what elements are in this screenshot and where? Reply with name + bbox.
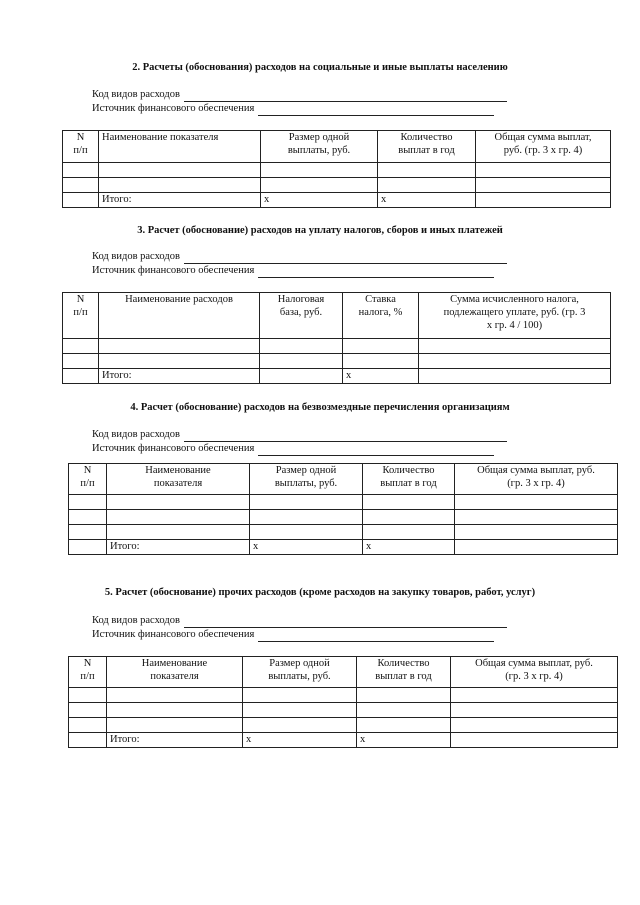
x-mark: x bbox=[363, 540, 455, 555]
source-input-line[interactable] bbox=[258, 266, 494, 278]
kod-input-line[interactable] bbox=[184, 616, 507, 628]
section-5-meta bbox=[92, 614, 507, 642]
x-mark: x bbox=[261, 193, 378, 208]
header-cell: Ставка налога, % bbox=[343, 293, 419, 339]
header-cell: Общая сумма выплат, руб. (гр. 3 x гр. 4) bbox=[476, 131, 611, 163]
header-cell: N п/п bbox=[63, 293, 99, 339]
source-label: Источник финансового обеспечения bbox=[92, 629, 255, 640]
source-label: Источник финансового обеспечения bbox=[92, 265, 255, 276]
header-cell: Размер одной выплаты, руб. bbox=[243, 657, 357, 688]
section-5-title: 5. Расчет (обоснование) прочих расходов (кроме расходов на закупку товаров, работ, услуг) bbox=[104, 587, 536, 598]
total-row bbox=[69, 733, 618, 748]
x-mark: x bbox=[357, 733, 451, 748]
kod-label: Код видов расходов bbox=[92, 251, 180, 262]
header-cell: N п/п bbox=[63, 131, 99, 163]
section-3-meta bbox=[92, 250, 507, 278]
table-row[interactable] bbox=[69, 718, 618, 733]
itogo-label: Итого: bbox=[99, 369, 260, 384]
header-cell: Размер одной выплаты, руб. bbox=[250, 464, 363, 495]
source-label: Источник финансового обеспечения bbox=[92, 103, 255, 114]
kod-label: Код видов расходов bbox=[92, 429, 180, 440]
header-cell: Наименование показателя bbox=[99, 131, 261, 163]
kod-input-line[interactable] bbox=[184, 90, 507, 102]
itogo-label: Итого: bbox=[99, 193, 261, 208]
source-input-line[interactable] bbox=[258, 630, 494, 642]
section-5-table bbox=[68, 656, 618, 748]
total-row bbox=[69, 540, 618, 555]
header-cell: Наименование показателя bbox=[107, 464, 250, 495]
source-input-line[interactable] bbox=[258, 444, 494, 456]
table-row[interactable] bbox=[69, 688, 618, 703]
x-mark: x bbox=[378, 193, 476, 208]
kod-label: Код видов расходов bbox=[92, 615, 180, 626]
section-3-table bbox=[62, 292, 611, 384]
section-2-meta bbox=[92, 88, 507, 116]
section-2-table bbox=[62, 130, 611, 208]
table-header-row bbox=[63, 293, 611, 339]
itogo-label: Итого: bbox=[107, 540, 250, 555]
kod-input-line[interactable] bbox=[184, 430, 507, 442]
header-cell: Наименование расходов bbox=[99, 293, 260, 339]
table-row[interactable] bbox=[69, 525, 618, 540]
table-header-row bbox=[69, 464, 618, 495]
kod-label: Код видов расходов bbox=[92, 89, 180, 100]
table-row[interactable] bbox=[69, 495, 618, 510]
source-label: Источник финансового обеспечения bbox=[92, 443, 255, 454]
section-4-table bbox=[68, 463, 618, 555]
itogo-label: Итого: bbox=[107, 733, 243, 748]
header-cell: Размер одной выплаты, руб. bbox=[261, 131, 378, 163]
x-mark: x bbox=[243, 733, 357, 748]
table-row[interactable] bbox=[69, 703, 618, 718]
total-row bbox=[63, 193, 611, 208]
header-cell: Общая сумма выплат, руб. (гр. 3 x гр. 4) bbox=[451, 657, 618, 688]
header-cell: Наименование показателя bbox=[107, 657, 243, 688]
header-cell: N п/п bbox=[69, 657, 107, 688]
header-cell: Количество выплат в год bbox=[357, 657, 451, 688]
table-row[interactable] bbox=[69, 510, 618, 525]
x-mark: x bbox=[250, 540, 363, 555]
header-cell: Сумма исчисленного налога, подлежащего уплате, руб. (гр. 3 x гр. 4 / 100) bbox=[419, 293, 611, 339]
table-row[interactable] bbox=[63, 178, 611, 193]
section-4-meta bbox=[92, 428, 507, 456]
section-2-title: 2. Расчеты (обоснования) расходов на социальные и иные выплаты населению bbox=[132, 62, 508, 73]
table-row[interactable] bbox=[63, 339, 611, 354]
table-row[interactable] bbox=[63, 354, 611, 369]
x-mark: x bbox=[343, 369, 419, 384]
table-row[interactable] bbox=[63, 163, 611, 178]
table-header-row bbox=[69, 657, 618, 688]
header-cell: Общая сумма выплат, руб. (гр. 3 x гр. 4) bbox=[455, 464, 618, 495]
section-3-title: 3. Расчет (обоснование) расходов на уплату налогов, сборов и иных платежей bbox=[137, 225, 503, 236]
header-cell: Количество выплат в год bbox=[363, 464, 455, 495]
section-4-title: 4. Расчет (обоснование) расходов на безвозмездные перечисления организациям bbox=[130, 402, 510, 413]
header-cell: Налоговая база, руб. bbox=[260, 293, 343, 339]
total-row bbox=[63, 369, 611, 384]
kod-input-line[interactable] bbox=[184, 252, 507, 264]
header-cell: N п/п bbox=[69, 464, 107, 495]
source-input-line[interactable] bbox=[258, 104, 494, 116]
header-cell: Количество выплат в год bbox=[378, 131, 476, 163]
table-header-row bbox=[63, 131, 611, 163]
